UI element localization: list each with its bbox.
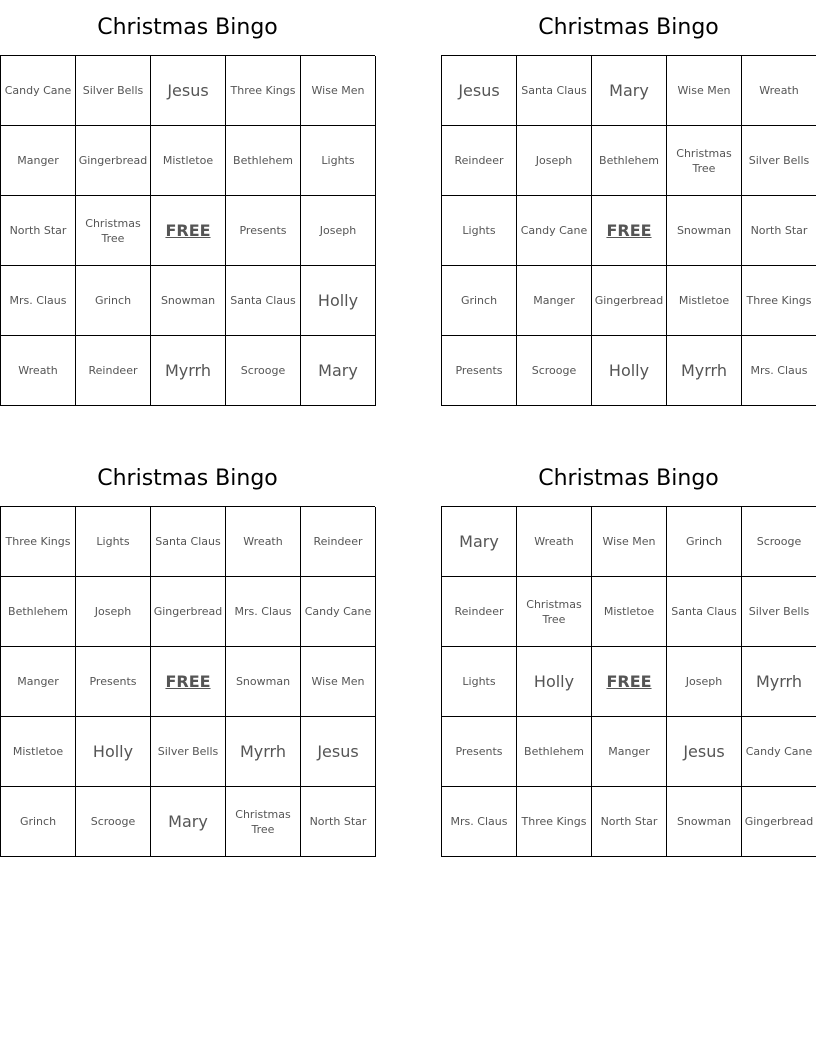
bingo-grid xyxy=(441,506,816,857)
bingo-cell: Bethlehem xyxy=(1,577,76,647)
bingo-cell: Manger xyxy=(1,647,76,717)
bingo-cell: Joseph xyxy=(517,126,592,196)
bingo-cell: Candy Cane xyxy=(301,577,376,647)
bingo-card xyxy=(441,451,816,857)
bingo-cell: North Star xyxy=(301,787,376,857)
bingo-cell: Wise Men xyxy=(301,56,376,126)
bingo-cell: Mary xyxy=(592,56,667,126)
bingo-cell: Myrrh xyxy=(151,336,226,406)
bingo-cell: Manger xyxy=(517,266,592,336)
bingo-cell: North Star xyxy=(592,787,667,857)
free-space: FREE xyxy=(151,196,226,266)
free-space: FREE xyxy=(592,196,667,266)
bingo-card xyxy=(0,0,375,406)
bingo-cell: Silver Bells xyxy=(742,577,816,647)
bingo-grid xyxy=(0,506,375,857)
bingo-cell: Mistletoe xyxy=(1,717,76,787)
card-title: Christmas Bingo xyxy=(538,15,719,40)
bingo-cell: Wreath xyxy=(226,507,301,577)
bingo-cell: Santa Claus xyxy=(151,507,226,577)
bingo-cell: Snowman xyxy=(667,787,742,857)
bingo-cell: Bethlehem xyxy=(226,126,301,196)
bingo-cell: Lights xyxy=(442,196,517,266)
bingo-cell: Joseph xyxy=(667,647,742,717)
bingo-cell: Holly xyxy=(76,717,151,787)
bingo-cell: Bethlehem xyxy=(592,126,667,196)
bingo-cell: Lights xyxy=(76,507,151,577)
bingo-cell: Christmas Tree xyxy=(226,787,301,857)
free-space: FREE xyxy=(592,647,667,717)
bingo-cell: Grinch xyxy=(76,266,151,336)
bingo-grid xyxy=(441,55,816,406)
bingo-cell: Santa Claus xyxy=(517,56,592,126)
bingo-cell: North Star xyxy=(742,196,816,266)
bingo-card xyxy=(0,451,375,857)
bingo-cell: Myrrh xyxy=(742,647,816,717)
bingo-cell: Snowman xyxy=(151,266,226,336)
bingo-cell: Holly xyxy=(592,336,667,406)
bingo-cell: Wreath xyxy=(517,507,592,577)
bingo-cell: Presents xyxy=(442,336,517,406)
bingo-cell: Reindeer xyxy=(442,126,517,196)
bingo-cell: Grinch xyxy=(442,266,517,336)
bingo-cell: Mistletoe xyxy=(592,577,667,647)
bingo-cell: Manger xyxy=(1,126,76,196)
bingo-cell: Mistletoe xyxy=(667,266,742,336)
bingo-cell: Jesus xyxy=(151,56,226,126)
bingo-cell: Mary xyxy=(151,787,226,857)
bingo-cell: Silver Bells xyxy=(151,717,226,787)
bingo-cell: Gingerbread xyxy=(151,577,226,647)
bingo-cell: Lights xyxy=(301,126,376,196)
bingo-cell: Mary xyxy=(442,507,517,577)
bingo-cell: Lights xyxy=(442,647,517,717)
bingo-cell: Three Kings xyxy=(517,787,592,857)
bingo-cell: Silver Bells xyxy=(76,56,151,126)
bingo-cell: Mistletoe xyxy=(151,126,226,196)
bingo-cell: Gingerbread xyxy=(76,126,151,196)
card-title: Christmas Bingo xyxy=(97,15,278,40)
bingo-cell: Reindeer xyxy=(76,336,151,406)
bingo-cell: Reindeer xyxy=(301,507,376,577)
bingo-cell: Wreath xyxy=(1,336,76,406)
bingo-cell: Wise Men xyxy=(667,56,742,126)
bingo-cell: Wise Men xyxy=(301,647,376,717)
bingo-cell: Manger xyxy=(592,717,667,787)
free-space: FREE xyxy=(151,647,226,717)
bingo-cell: Santa Claus xyxy=(667,577,742,647)
bingo-cell: Mrs. Claus xyxy=(742,336,816,406)
bingo-cell: Wreath xyxy=(742,56,816,126)
bingo-cell: Silver Bells xyxy=(742,126,816,196)
bingo-cell: Christmas Tree xyxy=(517,577,592,647)
card-title: Christmas Bingo xyxy=(97,466,278,491)
bingo-cell: Presents xyxy=(226,196,301,266)
bingo-cell: North Star xyxy=(1,196,76,266)
bingo-grid xyxy=(0,55,375,406)
bingo-cell: Three Kings xyxy=(226,56,301,126)
bingo-cell: Joseph xyxy=(76,577,151,647)
bingo-cell: Presents xyxy=(76,647,151,717)
bingo-cell: Holly xyxy=(301,266,376,336)
bingo-cell: Mrs. Claus xyxy=(442,787,517,857)
bingo-cell: Candy Cane xyxy=(517,196,592,266)
bingo-cell: Gingerbread xyxy=(742,787,816,857)
bingo-cell: Presents xyxy=(442,717,517,787)
bingo-cell: Jesus xyxy=(301,717,376,787)
bingo-cell: Grinch xyxy=(1,787,76,857)
bingo-cell: Bethlehem xyxy=(517,717,592,787)
bingo-cell: Scrooge xyxy=(226,336,301,406)
bingo-cell: Mrs. Claus xyxy=(1,266,76,336)
bingo-cell: Myrrh xyxy=(226,717,301,787)
bingo-cell: Candy Cane xyxy=(742,717,816,787)
bingo-cell: Scrooge xyxy=(76,787,151,857)
bingo-cell: Mary xyxy=(301,336,376,406)
bingo-cell: Snowman xyxy=(667,196,742,266)
bingo-cell: Gingerbread xyxy=(592,266,667,336)
bingo-cell: Santa Claus xyxy=(226,266,301,336)
bingo-cell: Christmas Tree xyxy=(667,126,742,196)
bingo-cell: Jesus xyxy=(442,56,517,126)
bingo-cell: Myrrh xyxy=(667,336,742,406)
bingo-cell: Joseph xyxy=(301,196,376,266)
bingo-cell: Holly xyxy=(517,647,592,717)
bingo-cell: Christmas Tree xyxy=(76,196,151,266)
bingo-cell: Grinch xyxy=(667,507,742,577)
bingo-cell: Scrooge xyxy=(517,336,592,406)
bingo-cell: Candy Cane xyxy=(1,56,76,126)
card-title: Christmas Bingo xyxy=(538,466,719,491)
bingo-card xyxy=(441,0,816,406)
bingo-cell: Scrooge xyxy=(742,507,816,577)
bingo-cell: Three Kings xyxy=(742,266,816,336)
bingo-cell: Mrs. Claus xyxy=(226,577,301,647)
bingo-cell: Wise Men xyxy=(592,507,667,577)
bingo-cell: Reindeer xyxy=(442,577,517,647)
bingo-cell: Snowman xyxy=(226,647,301,717)
bingo-cell: Three Kings xyxy=(1,507,76,577)
bingo-cell: Jesus xyxy=(667,717,742,787)
